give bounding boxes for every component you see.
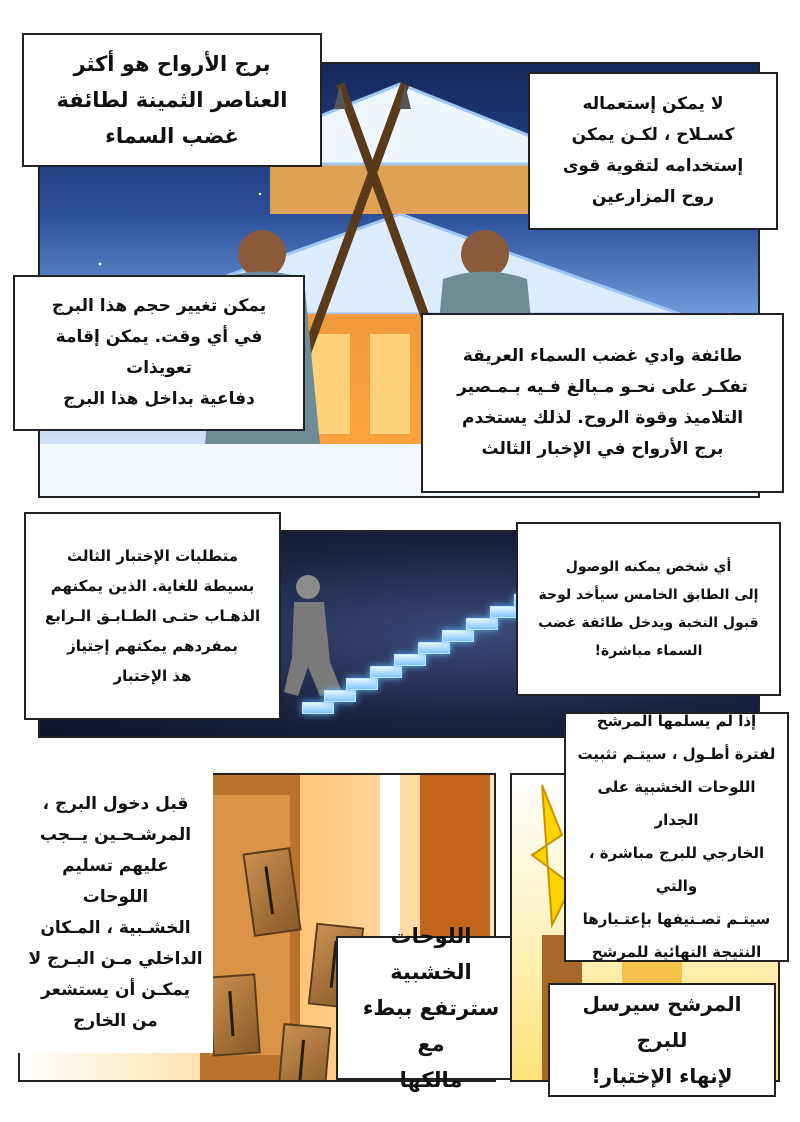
caption-plaques-fixed-on-wall: إذا لم يسلمها المرشح لفترة أطـول ، سيتـم تثبيت اللوحات الخشبية على الجدار الخارجي للبرج مباشرة ، والتي سيتـم تصـنيفها بإعتـبارها النتيجة النهائية للمرشح [564, 712, 789, 962]
caption-sect-third-test: طائفة وادي غضب السماء العريقة تفكـر على نحـو مـبالغ فـيه بـمـصير التلاميذ وقوة الروح. لذلك يستخدم برج الأرواح في الإخبار الثالث [421, 313, 784, 493]
caption-cannot-be-weapon: لا يمكن إستعماله كسـلاح ، لكـن يمكن إستخدامه لتقوية قوى روح المزارعين [528, 72, 778, 230]
caption-spirit-tower-treasure: برج الأرواح هو أكثر العناصر الثمينة لطائفة غضب السماء [22, 33, 322, 167]
caption-tower-size: يمكن تغيير حجم هذا البرج في أي وقت. يمكن إقامة تعويذات دفاعية بداخل هذا البرج [13, 275, 305, 431]
wooden-plaque [207, 973, 260, 1056]
caption-hand-over-plaques: قبل دخول البرج ، المرشـحـين يــجب عليهم تسليم اللوحات الخشـبية ، المـكان الداخلي مـن البـرج لا يمكـن أن يستشعر من الخارج [18, 773, 213, 1053]
caption-fifth-floor-elite: أي شخص يمكنه الوصول إلى الطابق الخامس سيأخد لوحة قبول النخبة ويدخل طائفة غضب السماء مباشرة! [516, 522, 781, 696]
caption-third-test-requirements: متطلبات الإختبار الثالث بسيطة للغاية. الذين يمكنهم الذهـاب حتـى الطـابـق الـرابع بمفردهم يمكنهم إجتياز هذ الإختبار [24, 512, 281, 720]
caption-plaques-rise: اللوحات الخشبية سترتفع ببطء مع مالكها [336, 936, 526, 1080]
caption-candidate-sent: المرشح سيرسل للبرج لإنهاء الإختبار! [548, 983, 776, 1097]
wooden-plaque [277, 1023, 331, 1082]
